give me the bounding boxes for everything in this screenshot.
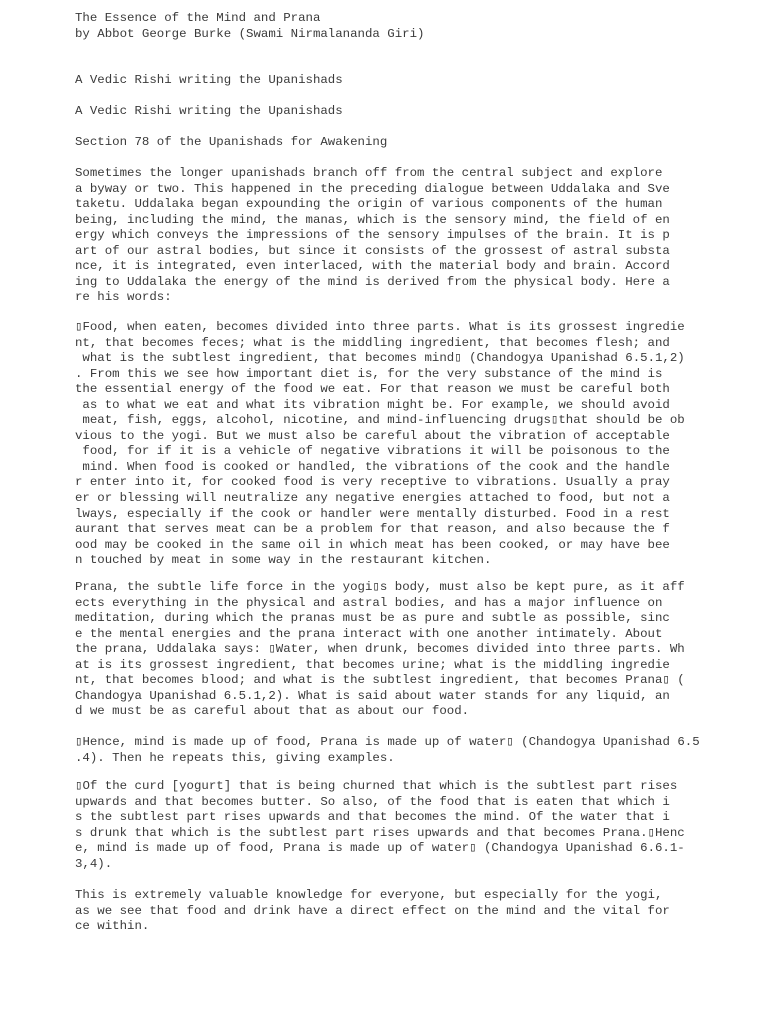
section-heading: Section 78 of the Upanishads for Awakening xyxy=(75,135,388,149)
document-title: The Essence of the Mind and Prana xyxy=(75,11,321,25)
paragraph-intro: Sometimes the longer upanishads branch off from the central subject and explore a byway or two. This happened in the preceding dialogue between Uddalaka and Sve taketu. Uddalaka began expounding the origin of various components of the human being, including the mind, the manas, which is the sensory mind, the field of en ergy which conveys the impressions of the sensory impulses of the brain. It is p art of our astral bodies, but since it consists of the grossest of astral substa nce, it is integrated, even interlaced, with the material body and brain. Accord ing to Uddalaka the energy of the mind is derived from the physical body. Here a re his words: xyxy=(75,166,670,305)
image-caption: A Vedic Rishi writing the Upanishads xyxy=(75,73,343,87)
paragraph-conclusion: This is extremely valuable knowledge for everyone, but especially for the yogi, as we see that food and drink have a direct effect on the mind and the vital for ce within. xyxy=(75,888,670,934)
image-caption: A Vedic Rishi writing the Upanishads xyxy=(75,104,343,118)
document-header xyxy=(75,11,735,42)
paragraph-curd-quote: ▯Of the curd [yogurt] that is being churned that which is the subtlest part rises upwards and that becomes butter. So also, of the food that is eaten that which i s the subtlest part rises upwards and that becomes the mind. Of the water that i s drunk that which is the subtlest part rises upwards and that becomes Prana.▯Henc e, mind is made up of food, Prana is made up of water▯ (Chandogya Upanishad 6.6.1- 3,4). xyxy=(75,779,685,871)
paragraph-prana: Prana, the subtle life force in the yogi▯s body, must also be kept pure, as it aff ects everything in the physical and astral bodies, and has a major influence on meditation, during which the pranas must be as pure and subtle as possible, sinc e the mental energies and the prana interact with one another intimately. About the prana, Uddalaka says: ▯Water, when drunk, becomes divided into three parts. Wh at is its grossest ingredient, that becomes urine; what is the middling ingredie nt, that becomes blood; and what is the subtlest ingredient, that becomes Prana▯ ( Chandogya Upanishad 6.5.1,2). What is said about water stands for any liquid, an d we must be as careful about that as about our food. xyxy=(75,580,685,719)
paragraph-food-quote: ▯Food, when eaten, becomes divided into three parts. What is its grossest ingredie nt, that becomes feces; what is the middling ingredient, that becomes flesh; and what is the subtlest ingredient, that becomes mind▯ (Chandogya Upanishad 6.5.1,2) . From this we see how important diet is, for the very substance of the mind is the essential energy of the food we eat. For that reason we must be careful both as to what we eat and what its vibration might be. For example, we should avoid meat, fish, eggs, alcohol, nicotine, and mind-influencing drugs▯that should be ob vious to the yogi. But we must also be careful about the vibration of acceptable food, for if it is a vehicle of negative vibrations it will be poisonous to the mind. When food is cooked or handled, the vibrations of the cook and the handle r enter into it, for cooked food is very receptive to vibrations. Usually a pray er or blessing will neutralize any negative energies attached to food, but not a lways, especially if the cook or handler were mentally disturbed. Food in a rest aurant that serves meat can be a problem for that reason, and also because the f ood may be cooked in the same oil in which meat has been cooked, or may have bee n touched by meat in some way in the restaurant kitchen. xyxy=(75,320,685,568)
paragraph-mind-food-quote: ▯Hence, mind is made up of food, Prana is made up of water▯ (Chandogya Upanishad 6.5 .4). Then he repeats this, giving examples. xyxy=(75,735,700,765)
document-byline: by Abbot George Burke (Swami Nirmalananda Giri) xyxy=(75,26,425,41)
